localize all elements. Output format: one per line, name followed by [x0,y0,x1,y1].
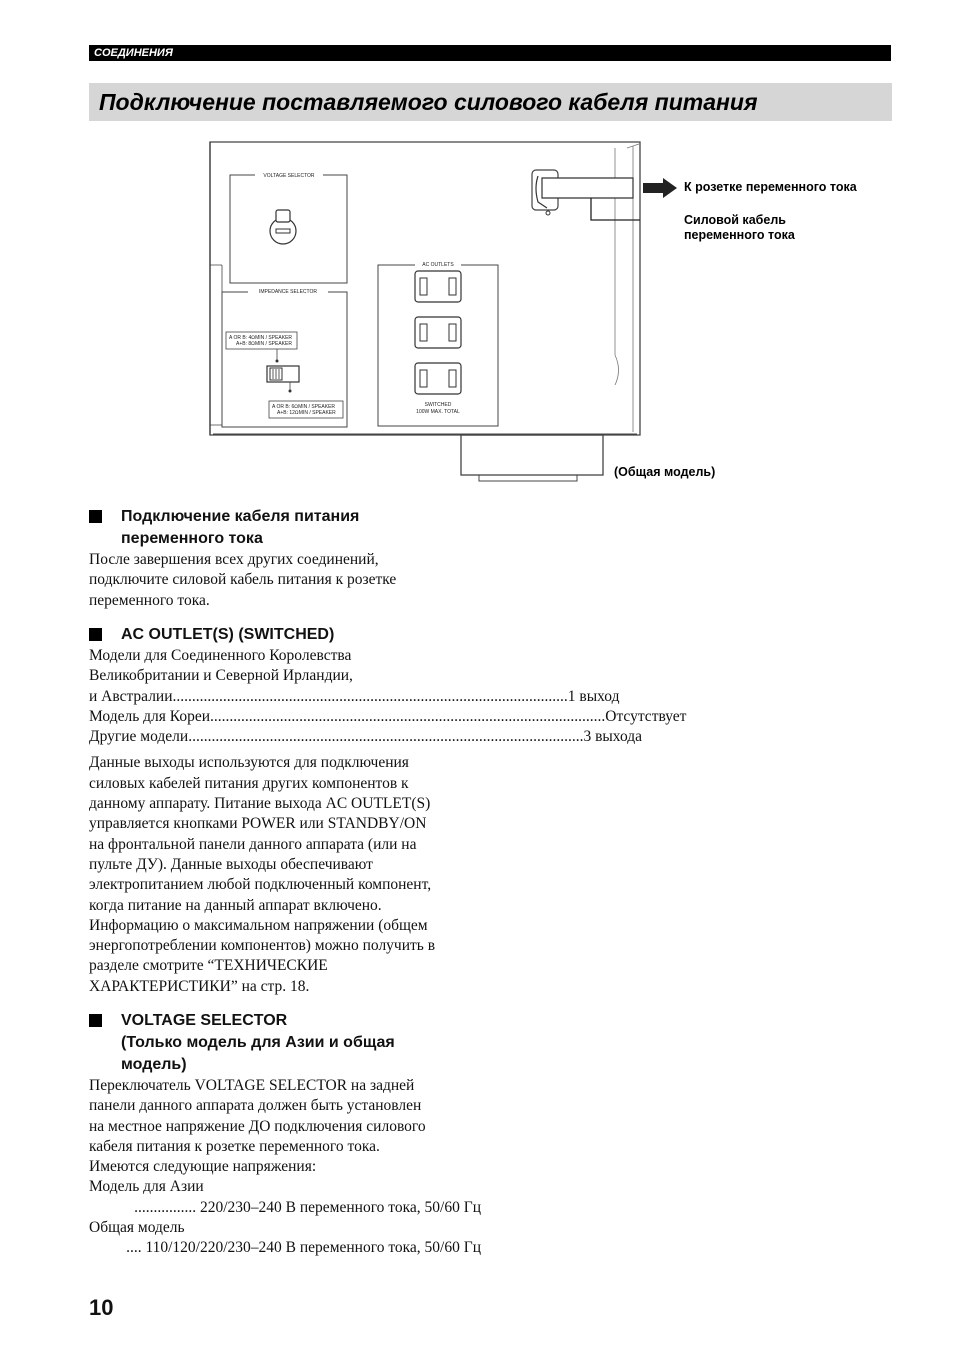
ac-outlet-1-icon [415,271,461,302]
callout-cable [684,213,795,243]
leader-dots: ...................................................................................................... [188,728,584,746]
page-title: Подключение поставляемого силового кабеля питания [99,89,758,115]
section-voltage-selector [89,1010,481,1259]
outlet-count-row [89,707,687,727]
body-line: После завершения всех других соединений, [89,551,379,568]
switched-line1: SWITCHED [424,402,452,408]
body-line: когда питание на данный аппарат включено. [89,896,382,914]
body-line: пульте ДУ). Данные выходы обеспечивают [89,855,373,873]
switched-line2: 100W MAX. TOTAL [416,409,460,415]
body-line: панели данного аппарата должен быть установлен [89,1097,422,1115]
section-voltage-selector-heading [89,1010,481,1076]
body-line: Великобритании и Северной Ирландии, [89,667,353,685]
leader-dots: ...................................................................................................... [172,687,568,705]
row-label: Другие модели [89,728,189,746]
section-power-cable [89,506,481,611]
ac-outlet-2-icon [415,317,461,348]
body-line: Переключатель VOLTAGE SELECTOR на задней [89,1077,415,1094]
impedance-selector-label: IMPEDANCE SELECTOR [259,289,317,295]
square-bullet-icon [89,1014,102,1027]
body-line: данному аппарату. Питание выхода AC OUTLET(S) [89,795,431,813]
impedance-top-line2: A+B: 8ΩMIN / SPEAKER [236,341,292,347]
body-line: управляется кнопками POWER или STANDBY/ON [89,815,427,833]
body-line: электропитанием любой подключенный компонент, [89,876,432,894]
body-line: переменного тока. [89,591,210,609]
callout-cable-line2: переменного тока [684,228,795,242]
body-line: Данные выходы используются для подключения [89,754,409,772]
row-value: Отсутствует [605,707,687,725]
row-label: Модель для Кореи [89,707,211,725]
rear-panel-diagram [205,140,645,485]
voltage-selector-knob-icon [270,210,296,244]
outlet-count-row [89,687,620,707]
title-band [89,83,892,121]
body-line: разделе смотрите “ТЕХНИЧЕСКИЕ [89,957,328,975]
body-line: Модель для Азии [89,1178,204,1196]
square-bullet-icon [89,628,102,641]
body-line: на местное напряжение ДО подключения силового [89,1117,426,1135]
impedance-top-line1: A OR B: 4ΩMIN / SPEAKER [229,335,293,341]
ac-outlets-panel [378,260,498,426]
body-line: кабеля питания к розетке переменного тока. [89,1137,380,1155]
body-line: Информацию о максимальном напряжении (общем [89,916,428,934]
heading-line: Подключение кабеля питания [121,508,360,525]
section-power-cable-body [89,550,481,611]
impedance-switch-icon [267,366,299,382]
general-voltage-value: .... 110/120/220/230–240 В переменного тока, 50/60 Гц [126,1239,481,1257]
square-bullet-icon [89,510,102,523]
body-line: ХАРАКТЕРИСТИКИ” на стр. 18. [89,977,310,995]
heading-line: переменного тока [121,530,263,547]
callout-outlet: К розетке переменного тока [684,180,857,194]
asia-voltage-value: ................ 220/230–240 В переменного тока, 50/60 Гц [134,1198,481,1216]
impedance-bottom-line2: A+B: 12ΩMIN / SPEAKER [277,410,336,416]
ac-outlets-label: AC OUTLETS [422,262,454,268]
row-value: 1 выход [567,687,620,705]
ac-outlet-3-icon [415,363,461,394]
body-line: энергопотреблении компонентов) можно получить в [89,937,436,955]
voltage-selector-label: VOLTAGE SELECTOR [263,173,315,179]
body-line: силовых кабелей питания других компонентов к [89,774,409,792]
impedance-bottom-line1: A OR B: 6ΩMIN / SPEAKER [272,404,336,410]
heading-line: модель) [121,1056,187,1073]
impedance-selector-panel [222,287,347,427]
section-label: СОЕДИНЕНИЯ [94,47,173,59]
power-cable-icon [532,170,640,220]
section-ac-outlets-heading [89,624,481,646]
ac-outlets-intro [89,646,481,687]
body-line: на фронтальной панели данного аппарата (или на [89,835,417,853]
voltage-selector-panel [230,172,347,283]
row-value: 3 выхода [583,728,643,746]
heading-line: AC OUTLET(S) (SWITCHED) [121,626,335,643]
body-line: Имеются следующие напряжения: [89,1158,317,1176]
arrow-right-icon [643,178,677,198]
section-ac-outlets [89,624,687,997]
ac-outlets-body [89,753,481,997]
row-label: и Австралии [89,687,173,705]
callout-cable-line1: Силовой кабель [684,213,786,227]
model-note: (Общая модель) [614,465,716,479]
section-power-cable-heading [89,506,481,550]
heading-line: (Только модель для Азии и общая [121,1034,395,1051]
general-model-label: Общая модель [89,1219,185,1237]
heading-line: VOLTAGE SELECTOR [121,1012,288,1029]
body-line: подключите силовой кабель питания к розетке [89,571,397,589]
outlet-count-row [89,727,643,747]
body-line: Модели для Соединенного Королевства [89,647,352,664]
leader-dots: ...................................................................................................... [210,707,606,725]
page-number: 10 [89,1295,114,1320]
section-label-bar [89,45,891,61]
voltage-selector-body [89,1076,481,1259]
